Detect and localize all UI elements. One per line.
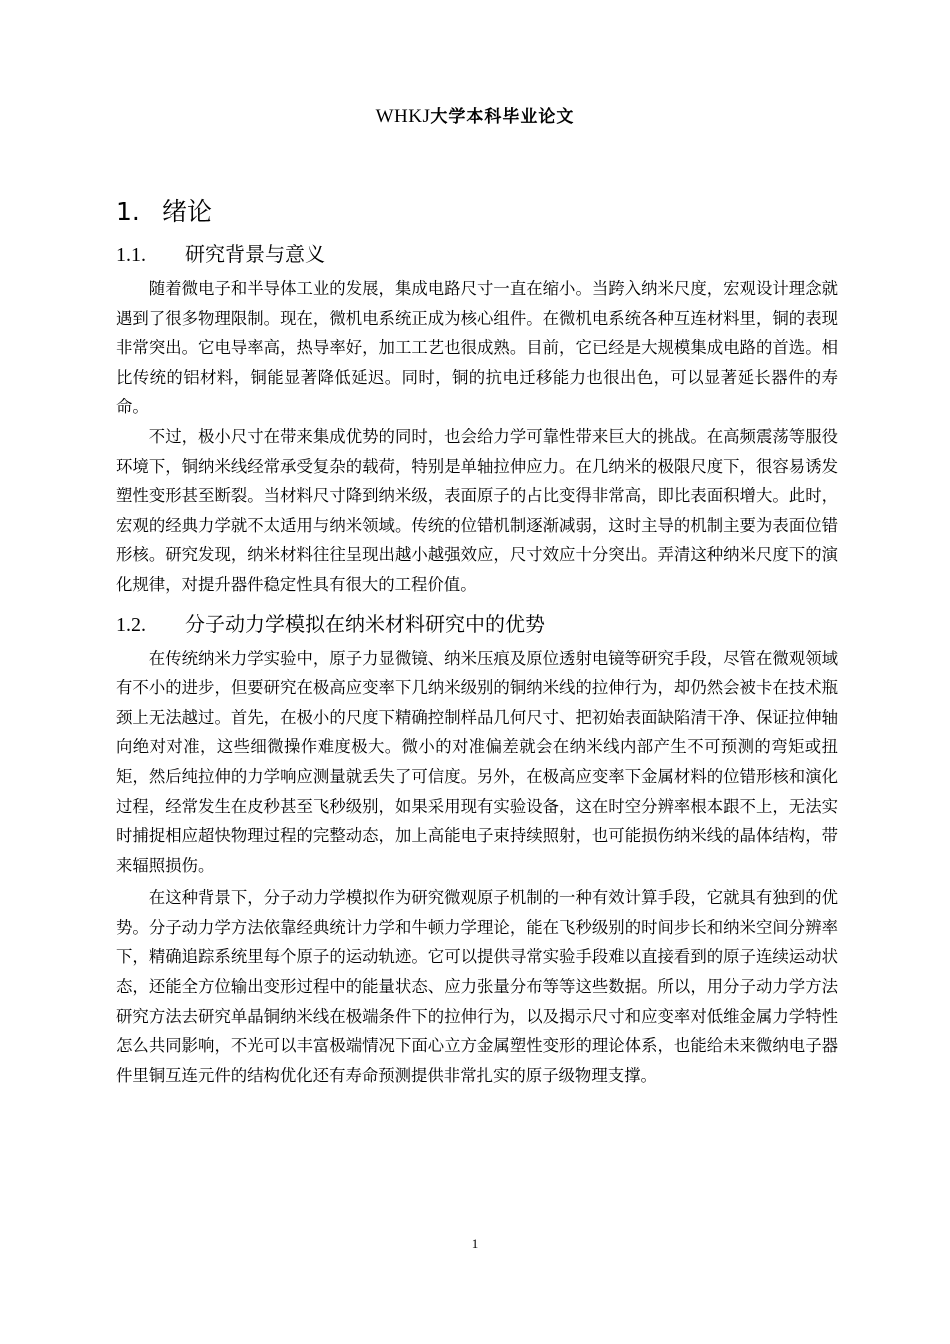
header-title: 大学本科毕业论文 (430, 107, 575, 127)
section-heading-1-1 (116, 234, 838, 274)
paragraph: 随着微电子和半导体工业的发展，集成电路尺寸一直在缩小。当跨入纳米尺度，宏观设计理念就遇到了很多物理限制。现在，微机电系统正成为核心组件。在微机电系统各种互连材料里，铜的表现非常突出。它电导率高，热导率好，加工工艺也很成熟。目前，它已经是大规模集成电路的首选。相比传统的铝材料，铜能显著降低延迟。同时，铜的抗电迁移能力也很出色，可以显著延长器件的寿命。 (116, 279, 838, 417)
section-number: 1.2. (116, 613, 146, 636)
page-content (116, 190, 838, 1090)
chapter-number: 1. (116, 197, 140, 226)
running-header (0, 104, 950, 130)
chapter-title: 绪论 (162, 197, 213, 226)
paragraph: 不过，极小尺寸在带来集成优势的同时，也会给力学可靠性带来巨大的挑战。在高频震荡等服役环境下，铜纳米线经常承受复杂的载荷，特别是单轴拉伸应力。在几纳米的极限尺度下，很容易诱发塑性变形甚至断裂。当材料尺寸降到纳米级，表面原子的占比变得非常高，即比表面积增大。此时，宏观的经典力学就不太适用与纳米领域。传统的位错机制逐渐减弱，这时主导的机制主要为表面位错形核。研究发现，纳米材料往往呈现出越小越强效应，尺寸效应十分突出。弄清这种纳米尺度下的演化规律，对提升器件稳定性具有很大的工程价值。 (116, 426, 838, 594)
header-latin: WHKJ (375, 106, 431, 127)
paragraph: 在这种背景下，分子动力学模拟作为研究微观原子机制的一种有效计算手段，它就具有独到的优势。分子动力学方法依靠经典统计力学和牛顿力学理论，能在飞秒级别的时间步长和纳米空间分辨率下，精确追踪系统里每个原子的运动轨迹。它可以提供寻常实验手段难以直接看到的原子连续运动状态，还能全方位输出变形过程中的能量状态、应力张量分布等等这些数据。所以，用分子动力学方法研究方法去研究单晶铜纳米线在极端条件下的拉伸行为，以及揭示尺寸和应变率对低维金属力学特性怎么共同影响，不光可以丰富极端情况下面心立方金属塑性变形的理论体系，也能给未来微纳电子器件里铜互连元件的结构优化还有寿命预测提供非常扎实的原子级物理支撑。 (116, 888, 838, 1085)
section-heading-1-2 (116, 604, 838, 644)
section-title: 分子动力学模拟在纳米材料研究中的优势 (185, 611, 545, 636)
chapter-heading (116, 190, 838, 234)
section-number: 1.1. (116, 244, 146, 266)
paragraph: 在传统纳米力学实验中，原子力显微镜、纳米压痕及原位透射电镜等研究手段，尽管在微观领域有不小的进步，但要研究在极高应变率下几纳米级别的铜纳米线的拉伸行为，却仍然会被卡在技术瓶颈上无法越过。首先，在极小的尺度下精确控制样品几何尺寸、把初始表面缺陷清干净、保证拉伸轴向绝对对准，这些细微操作难度极大。微小的对准偏差就会在纳米线内部产生不可预测的弯矩或扭矩，然后纯拉伸的力学响应测量就丢失了可信度。另外，在极高应变率下金属材料的位错形核和演化过程，经常发生在皮秒甚至飞秒级别，如果采用现有实验设备，这在时空分辨率根本跟不上，无法实时捕捉相应超快物理过程的完整动态，加上高能电子束持续照射，也可能损伤纳米线的晶体结构，带来辐照损伤。 (116, 648, 838, 875)
page-number: 1 (471, 1236, 479, 1251)
section-title: 研究背景与意义 (185, 242, 325, 266)
